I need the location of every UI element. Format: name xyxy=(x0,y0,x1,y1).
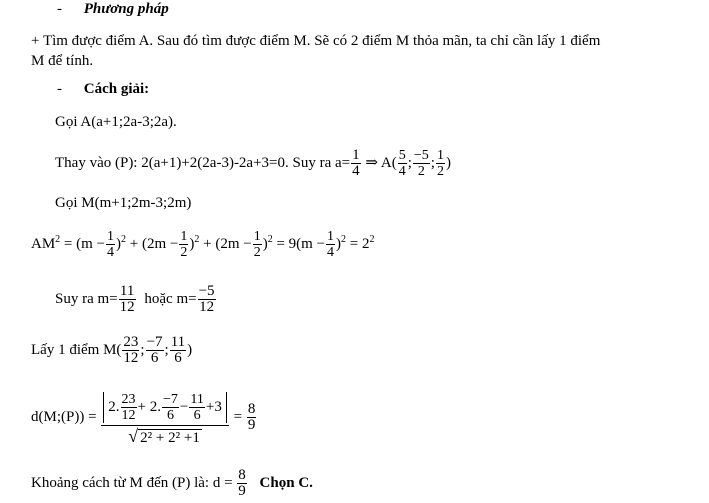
fraction-numerator: 11 xyxy=(170,334,186,351)
fraction-denominator: 9 xyxy=(238,483,246,500)
absolute-value xyxy=(103,392,227,423)
radicand: 2² + 2² +1 xyxy=(140,429,200,446)
fraction-denominator: 12 xyxy=(199,299,215,316)
pick-point-line: Lấy 1 điểm M( $\frac{23}{12}$ ; $\frac{-7}{6}$ ; $\frac{11}{6}$ ) xyxy=(31,334,193,367)
coef-text: +3 xyxy=(205,398,222,415)
coef-text: 2. xyxy=(108,398,120,415)
call-a-line: Gọi A(a+1;2a-3;2a). xyxy=(55,114,177,130)
method-heading-row xyxy=(57,0,169,18)
bullet: - xyxy=(57,1,62,17)
fraction-denominator: 2 xyxy=(417,164,425,180)
exponent: 2 xyxy=(341,234,347,245)
distance-equals: = xyxy=(233,409,243,425)
solution-heading: Cách giải: xyxy=(83,81,150,97)
m-values-line xyxy=(55,279,217,319)
fraction-d3 xyxy=(189,392,204,423)
implies-text: ⇒ A( xyxy=(365,155,397,171)
fraction-denominator: 6 xyxy=(193,407,201,423)
fraction-numerator: −5 xyxy=(198,283,215,300)
fraction-numerator: −7 xyxy=(163,391,178,407)
method-line-2: M để tính. xyxy=(31,53,94,69)
am-lhs: AM xyxy=(31,236,56,252)
coef-text: − xyxy=(179,398,189,415)
fraction-denominator: 2 xyxy=(436,164,444,180)
solution-heading-row xyxy=(57,80,149,98)
substitution-text: Thay vào (P): 2(a+1)+2(2a-3)-2a+3=0. Suy ra a= xyxy=(55,155,351,171)
fraction-final xyxy=(237,468,247,499)
am-result: = 2 xyxy=(349,236,370,252)
fraction-denominator: 2 xyxy=(180,245,188,261)
fraction-am-3 xyxy=(253,229,262,260)
final-text: Khoảng cách từ M đến (P) là: d = xyxy=(31,475,233,491)
fraction-denominator: 12 xyxy=(123,350,139,367)
final-answer-line xyxy=(31,464,313,502)
fraction-numerator: 23 xyxy=(121,391,136,407)
fraction-am-2 xyxy=(179,229,188,260)
exponent: 2 xyxy=(55,234,61,245)
exponent: 2 xyxy=(121,234,127,245)
fraction-d-result xyxy=(247,402,257,433)
fraction-numerator: 8 xyxy=(238,467,246,484)
distance-fraction xyxy=(101,390,229,446)
distance-numerator xyxy=(101,390,229,426)
fraction-denominator: 2 xyxy=(253,245,261,261)
fraction-denominator: 12 xyxy=(119,299,135,316)
fraction-A1 xyxy=(398,148,407,179)
fraction-am-1 xyxy=(106,229,115,260)
fraction-denominator: 4 xyxy=(107,245,115,261)
fraction-m1 xyxy=(119,284,136,315)
fraction-numerator: 1 xyxy=(180,229,188,245)
am-term-3: + (2m − xyxy=(203,236,252,252)
exponent: 2 xyxy=(369,234,375,245)
fraction-numerator: 11 xyxy=(119,283,135,300)
fraction-denominator: 4 xyxy=(327,245,335,261)
distance-formula-line xyxy=(31,382,257,452)
fraction-M3 xyxy=(170,335,186,366)
fraction-d2 xyxy=(162,392,179,423)
fraction-numerator: 8 xyxy=(247,401,256,418)
m-text: Suy ra m= xyxy=(55,291,118,307)
fraction-A2 xyxy=(413,148,430,179)
am-squared-line: $AM^2 = (m$ − $\frac{1}{4}$ )$^2$ + (2m − $\frac{1}{2}$ )$^2$ + (2m − $\frac{1}{2}$ )$^2$ = 9(m − $\frac{1}{4}$ )$^2 = 2^2$ xyxy=(31,229,375,261)
pick-text: Lấy 1 điểm M( xyxy=(31,342,122,358)
radical-icon: √ xyxy=(128,425,139,446)
coef-text: + 2. xyxy=(137,398,162,415)
fraction-numerator: 1 xyxy=(352,147,360,164)
fraction-denominator: 6 xyxy=(150,350,159,367)
fraction-m2 xyxy=(198,284,216,315)
fraction-numerator: 1 xyxy=(327,229,335,245)
bullet: - xyxy=(57,81,62,97)
am-term-4: = 9(m − xyxy=(276,236,326,252)
fraction-denominator: 6 xyxy=(174,350,182,367)
fraction-numerator: −7 xyxy=(146,334,163,351)
fraction-M1 xyxy=(122,335,139,366)
method-line-1: + Tìm được điểm A. Sau đó tìm được điểm M. Sẽ có 2 điểm M thỏa mãn, ta chỉ cần lấy 1 điểm xyxy=(31,33,601,49)
fraction-a xyxy=(351,148,361,179)
fraction-numerator: 1 xyxy=(436,148,444,164)
fraction-numerator: 11 xyxy=(190,391,204,407)
fraction-numerator: −5 xyxy=(413,148,429,164)
fraction-numerator: 1 xyxy=(107,229,115,245)
fraction-denominator: 6 xyxy=(166,407,174,423)
distance-denominator xyxy=(101,426,229,446)
fraction-numerator: 5 xyxy=(398,148,406,164)
fraction-A3 xyxy=(436,148,445,179)
exponent: 2 xyxy=(194,234,200,245)
fraction-denominator: 4 xyxy=(352,163,360,180)
fraction-numerator: 23 xyxy=(123,334,139,351)
fraction-M2 xyxy=(146,335,164,366)
substitution-line: Thay vào (P): 2(a+1)+2(2a-3)-2a+3=0. Suy ra a= $\frac{1}{4}$ ⇒ A( $\frac{5}{4}$ ; $\frac{-5}{2}$ ; $\frac{1}{2}$ ) xyxy=(55,147,451,180)
or-text: hoặc m= xyxy=(144,291,197,307)
fraction-d1 xyxy=(121,392,137,423)
fraction-numerator: 1 xyxy=(253,229,261,245)
fraction-denominator: 9 xyxy=(247,417,256,434)
am-term-2: + (2m − xyxy=(129,236,179,252)
am-term-1: = (m − xyxy=(63,236,106,252)
fraction-am-4 xyxy=(326,229,335,260)
method-heading: Phương pháp xyxy=(83,1,169,17)
distance-lhs: d(M;(P)) = xyxy=(31,409,97,425)
final-choice: Chọn C. xyxy=(259,475,313,491)
fraction-denominator: 4 xyxy=(398,164,406,180)
fraction-denominator: 12 xyxy=(121,407,136,423)
call-m-line: Gọi M(m+1;2m-3;2m) xyxy=(55,195,192,211)
exponent: 2 xyxy=(267,234,273,245)
